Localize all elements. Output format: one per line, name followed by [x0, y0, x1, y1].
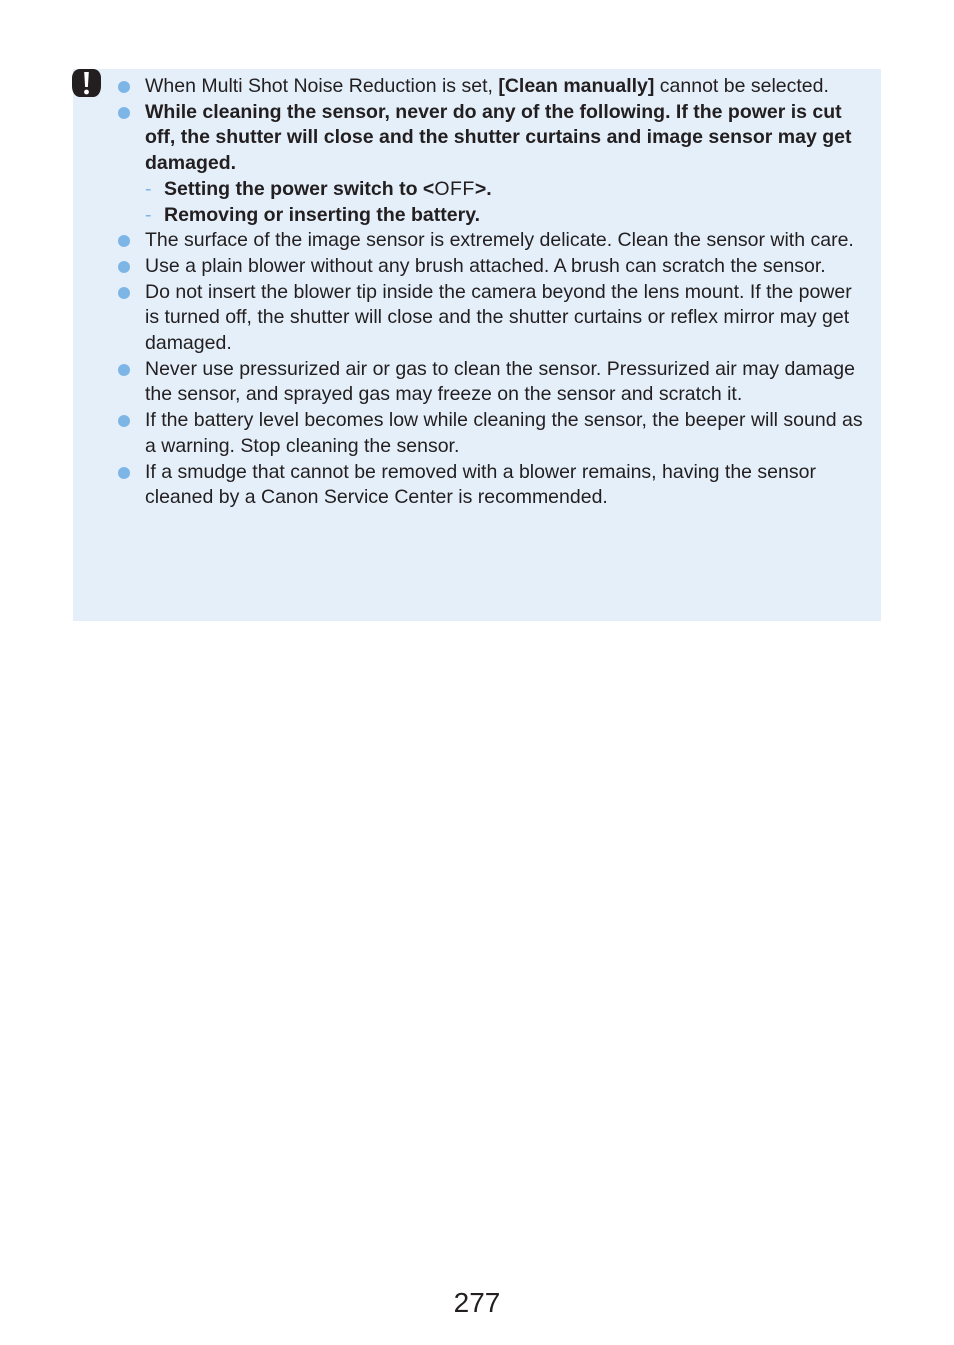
list-item — [145, 74, 870, 100]
item-text: The surface of the image sensor is extremely delicate. Clean the sensor with care. — [145, 229, 854, 252]
bullet-icon — [118, 467, 130, 479]
menu-reference: [Clean manually] — [498, 75, 655, 97]
bullet-icon — [118, 81, 130, 93]
item-text: If the battery level becomes low while cleaning the sensor, the beeper will sound as a warning. Stop cleaning the sensor. — [145, 409, 863, 457]
dash-marker: - — [145, 177, 152, 200]
item-text: Never use pressurized air or gas to clean the sensor. Pressurized air may damage the sensor, and sprayed gas may freeze on the sensor and scratch it. — [145, 357, 855, 406]
list-item — [145, 280, 870, 357]
bullet-icon — [118, 107, 130, 119]
sub-item-text: Removing or inserting the battery. — [164, 203, 481, 226]
sub-item — [145, 177, 870, 203]
bullet-icon — [118, 287, 130, 299]
list-item — [145, 460, 870, 511]
item-text: Use a plain blower without any brush attached. A brush can scratch the sensor. — [145, 254, 826, 277]
power-off-glyph: OFF — [434, 177, 475, 200]
dash-marker: - — [145, 203, 152, 226]
list-item — [145, 408, 870, 459]
caution-icon — [71, 68, 102, 98]
item-text: While cleaning the sensor, never do any of the following. If the power is cut off, the shutter will close and the shutter curtains and image sensor may get damaged. — [145, 100, 852, 175]
item-text: If a smudge that cannot be removed with a blower remains, having the sensor cleaned by a Canon Service Center is recommended. — [145, 460, 816, 509]
sub-item — [145, 203, 870, 229]
item-text: When Multi Shot Noise Reduction is set, — [145, 75, 499, 97]
bullet-icon — [118, 364, 130, 376]
caution-list — [145, 74, 870, 511]
list-item — [145, 100, 870, 229]
sub-item-text: >. — [474, 177, 492, 200]
item-text: Do not insert the blower tip inside the camera beyond the lens mount. If the power is turned off, the shutter will close and the shutter curtains or reflex mirror may get damaged. — [145, 280, 852, 355]
sub-item-text: Setting the power switch to < — [164, 177, 435, 200]
page-number: 277 — [453, 1287, 501, 1318]
bullet-icon — [118, 261, 130, 273]
list-item — [145, 228, 870, 254]
item-text: cannot be selected. — [654, 75, 829, 97]
list-item — [145, 254, 870, 280]
list-item — [145, 357, 870, 408]
